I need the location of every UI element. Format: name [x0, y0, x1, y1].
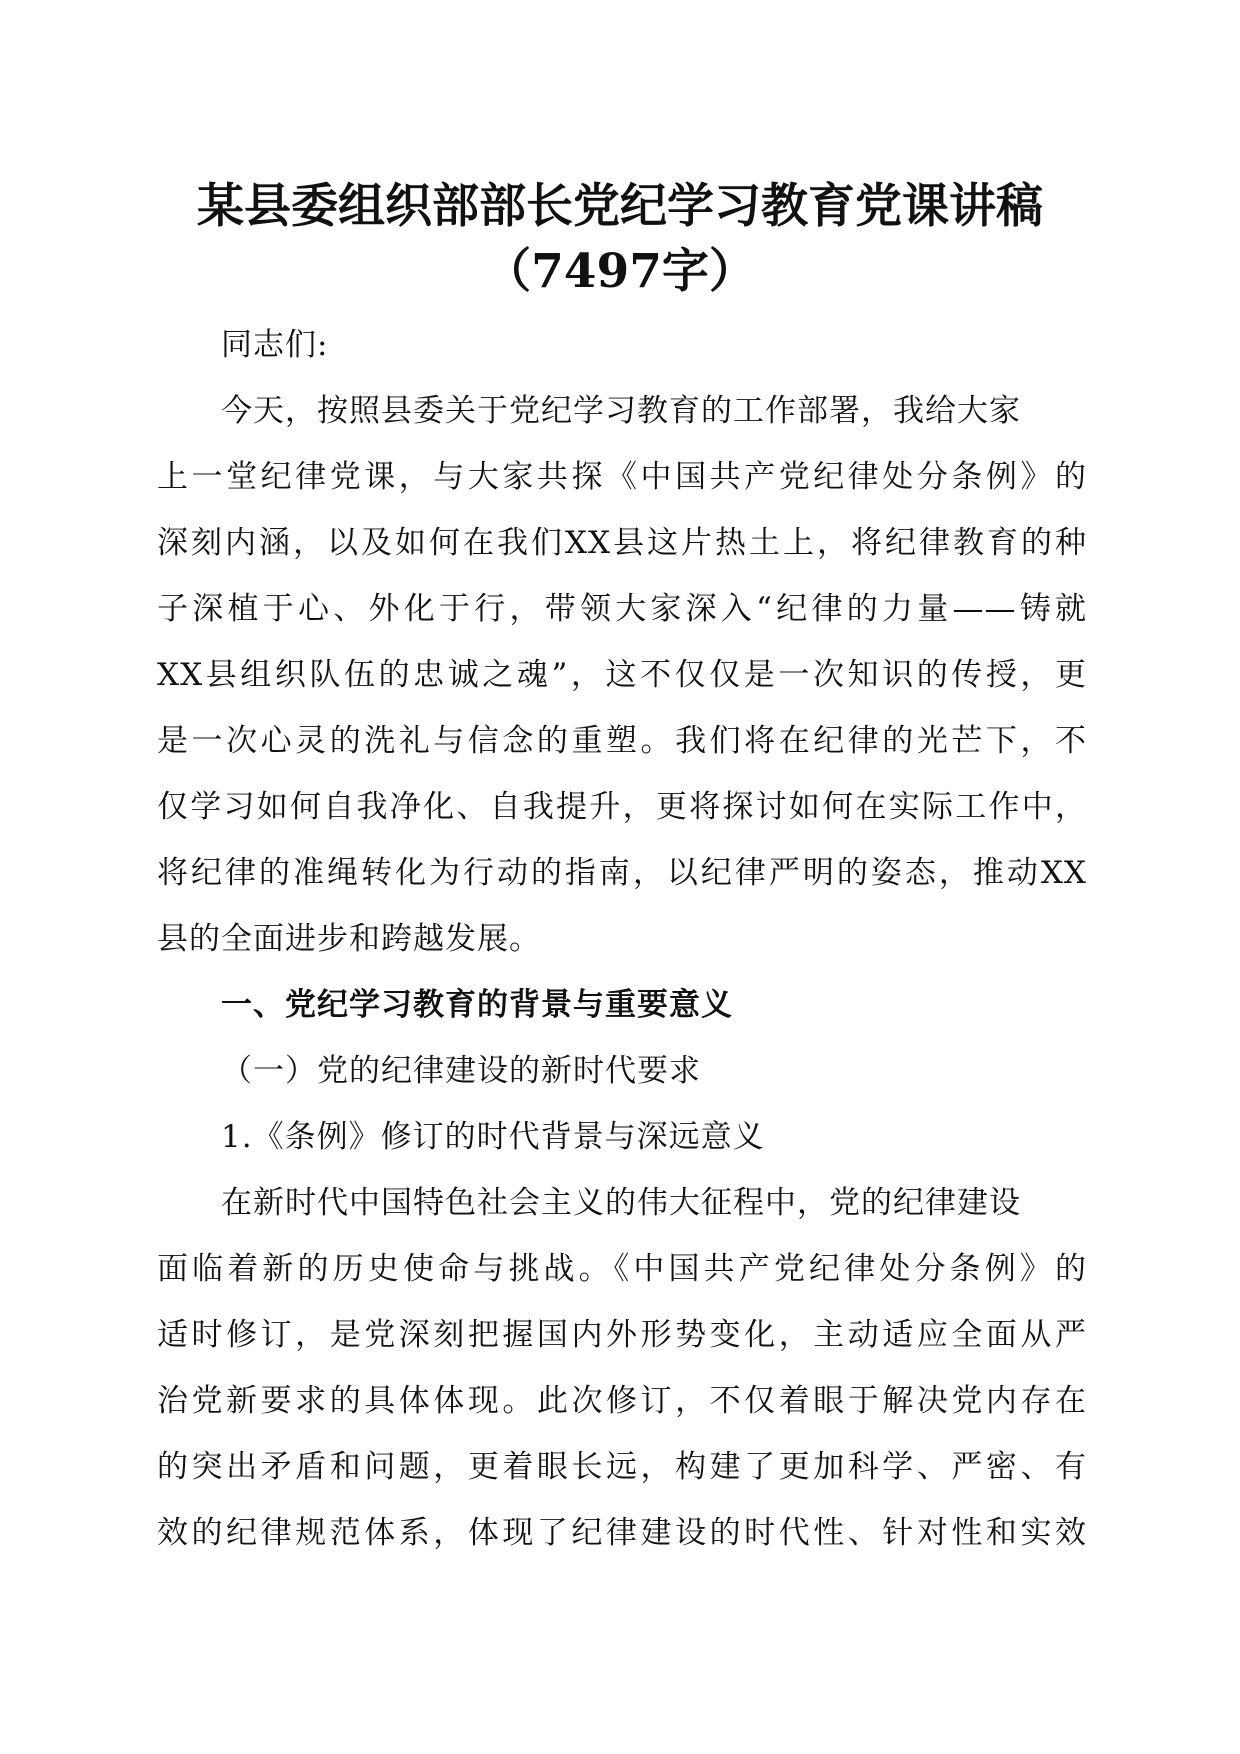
subsection-heading: （一）党的纪律建设的新时代要求: [221, 1053, 701, 1089]
section-heading: 一、党纪学习教育的背景与重要意义: [221, 987, 733, 1023]
paragraph-line: 在新时代中国特色社会主义的伟大征程中，党的纪律建设: [221, 1185, 1021, 1221]
salutation: 同志们:: [221, 327, 329, 363]
paragraph-line: 治党新要求的具体体现。此次修订，不仅着眼于解决党内存在: [157, 1383, 1087, 1419]
paragraph-line: 效的纪律规范体系，体现了纪律建设的时代性、针对性和实效: [157, 1515, 1087, 1551]
intro-line: 将纪律的准绳转化为行动的指南，以纪律严明的姿态，推动XX: [157, 855, 1087, 891]
intro-line: 子深植于心、外化于行，带领大家深入“纪律的力量——铸就: [157, 591, 1087, 627]
document-body: [157, 312, 1087, 1566]
item-heading: 1.《条例》修订的时代背景与深远意义: [221, 1119, 765, 1155]
paragraph-line: 适时修订，是党深刻把握国内外形势变化，主动适应全面从严: [157, 1317, 1087, 1353]
intro-line: XX县组织队伍的忠诚之魂”，这不仅仅是一次知识的传授，更: [157, 657, 1087, 693]
paragraph-line: 的突出矛盾和问题，更着眼长远，构建了更加科学、严密、有: [157, 1449, 1087, 1485]
intro-line: 是一次心灵的洗礼与信念的重塑。我们将在纪律的光芒下，不: [157, 723, 1087, 759]
document-title: 某县委组织部部长党纪学习教育党课讲稿: [197, 179, 1043, 234]
intro-line: 今天，按照县委关于党纪学习教育的工作部署，我给大家: [221, 393, 1021, 429]
intro-line: 仅学习如何自我净化、自我提升，更将探讨如何在实际工作中，: [157, 789, 1087, 825]
intro-line: 上一堂纪律党课，与大家共探《中国共产党纪律处分条例》的: [157, 459, 1087, 495]
intro-line: 深刻内涵，以及如何在我们XX县这片热土上，将纪律教育的种: [157, 525, 1087, 561]
paragraph-line: 面临着新的历史使命与挑战。《中国共产党纪律处分条例》的: [157, 1251, 1087, 1287]
document-word-count: （7497字）: [484, 244, 756, 299]
intro-line: 县的全面进步和跨越发展。: [157, 921, 541, 957]
